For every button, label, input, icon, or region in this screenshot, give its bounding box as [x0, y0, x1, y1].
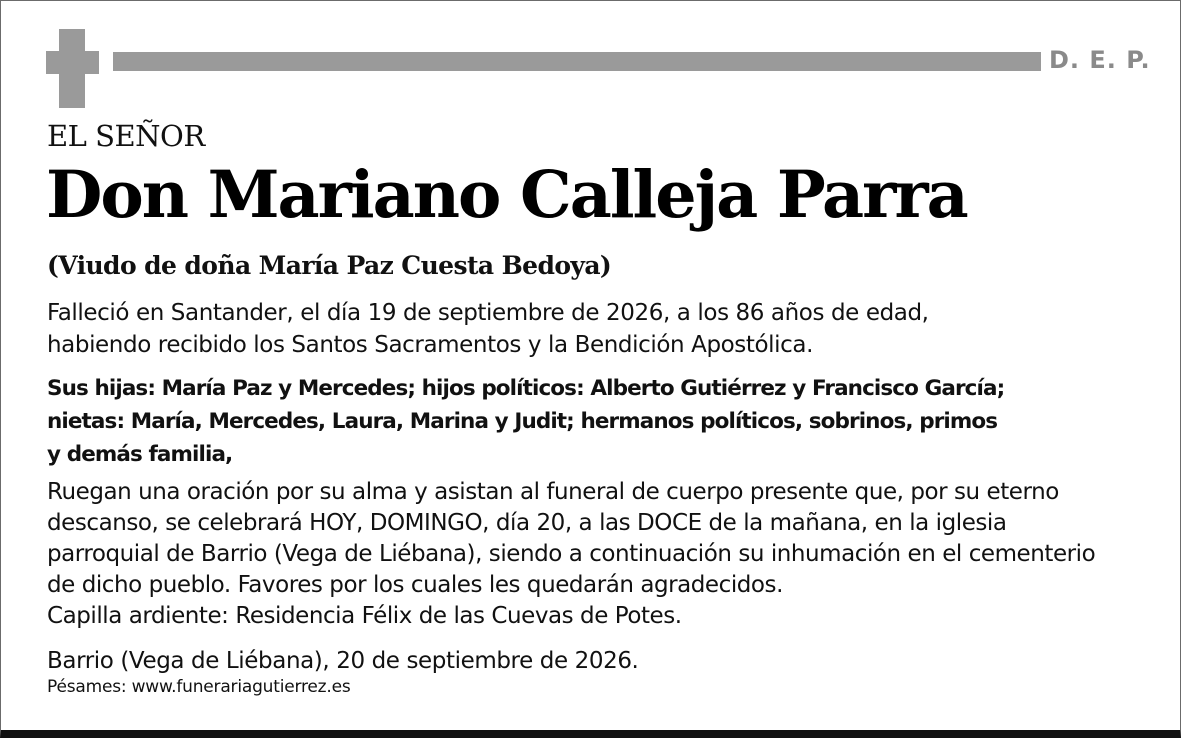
- condolences-link[interactable]: Pésames: www.funerariagutierrez.es: [47, 677, 351, 697]
- funeral-line: Capilla ardiente: Residencia Félix de las Cuevas de Potes.: [47, 603, 682, 629]
- funeral-line: descanso, se celebrará HOY, DOMINGO, día 20, a las DOCE de la mañana, en la iglesia: [47, 510, 1007, 536]
- death-notice: [47, 297, 929, 361]
- funeral-line: de dicho pueblo. Favores por los cuales les quedarán agradecidos.: [47, 572, 783, 598]
- honorific: EL SEÑOR: [47, 119, 205, 153]
- deceased-name: Don Mariano Calleja Parra: [46, 157, 967, 233]
- funeral-line: Ruegan una oración por su alma y asistan al funeral de cuerpo presente que, por su eterno: [47, 479, 1059, 505]
- death-notice-line: habiendo recibido los Santos Sacramentos y la Bendición Apostólica.: [47, 332, 814, 358]
- header-rule: [113, 52, 1041, 71]
- family-line: Sus hijas: María Paz y Mercedes; hijos políticos: Alberto Gutiérrez y Francisco García;: [47, 376, 1005, 401]
- funeral-line: parroquial de Barrio (Vega de Liébana), siendo a continuación su inhumación en el cementerio: [47, 541, 1096, 567]
- widower-note: (Viudo de doña María Paz Cuesta Bedoya): [47, 251, 612, 280]
- family-line: y demás familia,: [47, 442, 233, 467]
- family-list: [47, 372, 1004, 471]
- funeral-details: [47, 477, 1095, 632]
- dep-label: D. E. P.: [1049, 46, 1151, 74]
- place-date: Barrio (Vega de Liébana), 20 de septiembre de 2026.: [47, 648, 639, 674]
- family-line: nietas: María, Mercedes, Laura, Marina y Judit; hermanos políticos, sobrinos, primos: [47, 409, 998, 434]
- death-notice-line: Falleció en Santander, el día 19 de septiembre de 2026, a los 86 años de edad,: [47, 300, 929, 326]
- cross-horizontal-bar: [46, 51, 99, 74]
